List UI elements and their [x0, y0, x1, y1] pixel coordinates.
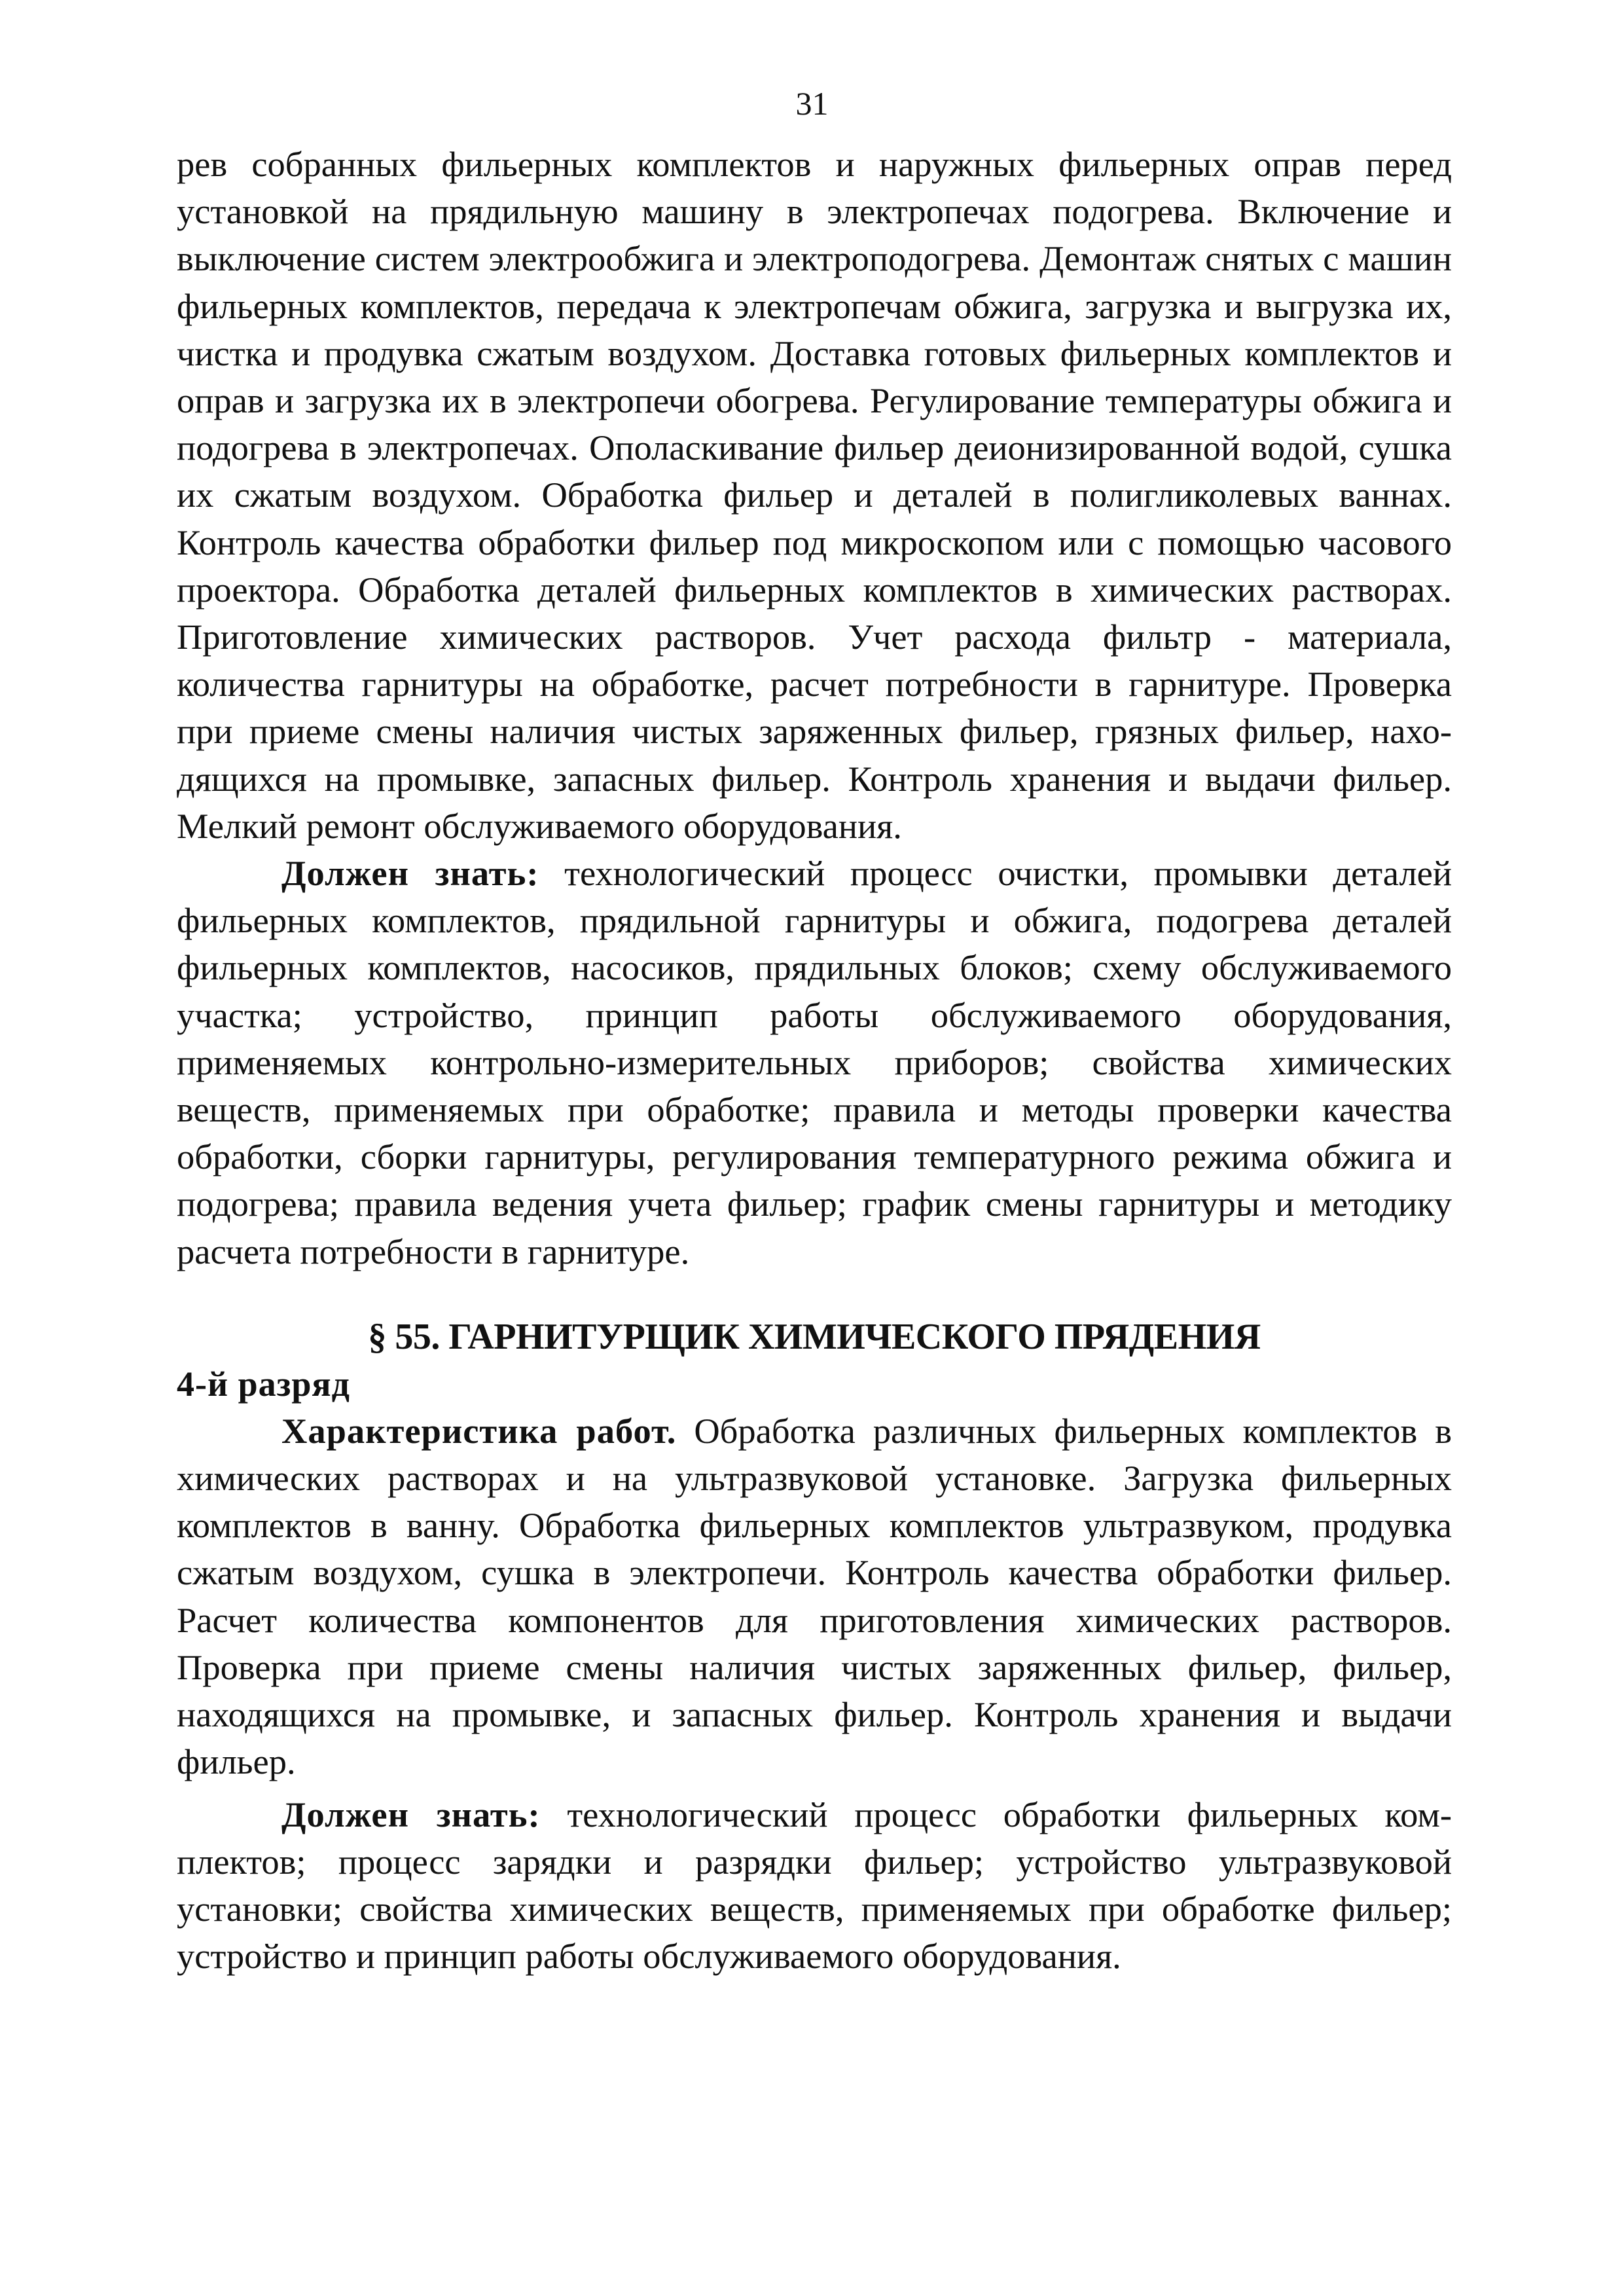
characteristics-paragraph	[177, 1408, 1452, 1786]
knowledge-text-1: технологический процесс очистки, промывки деталей фильерных комплектов, прядильной гарнитуры и обжига, подогрева деталей фильерных комплектов, насосиков, прядильных блоков; схему обслуживаемого участка; устройство, принцип работы обслуживаемого оборудования, применяемых контрольно-измерительных приборов; свойства химических веществ, применяемых при обработке; правила и методы проверки качества обработки, сборки гарнитуры, регулирования температурного режима обжига и подогрева; правила ведения учета фильер; график смены гарнитуры и методику расчета потребности в гарнитуре.	[177, 853, 1452, 1271]
document-body	[177, 141, 1452, 1980]
knowledge-text-2: технологический процесс обработки фильерных комплектов; процесс зарядки и разрядки фильер; устройство ультразвуковой установки; свойства химических веществ, применяемых при обработке фильер; устройство и принцип работы обслуживаемого оборудования.	[177, 1794, 1452, 1977]
intro-paragraph: рев собранных фильерных комплектов и наружных фильерных оправ перед установкой на прядильную машину в электропечах подогрева. Включение и выключение систем электрообжига и электроподогрева. Демонтаж снятых с машин фильерных комплектов, передача к электропечам обжига, загрузка и выгрузка их, чистка и продувка сжатым воздухом. Доставка готовых фильерных комплектов и оправ и загрузка их в электропечи обогрева. Регулирование температуры обжига и подогрева в электропечах. Ополаскивание фильер деионизированной водой, сушка их сжатым воздухом. Обработка фильер и деталей в полигликолевых ваннах. Контроль качества обработки фильер под микроскопом или с помощью часового проектора. Обработка деталей фильерных комплектов в химических растворах. Приготовление химических растворов. Учет расхода фильтр - материала, количества гарнитуры на обработке, расчет потребности в гарнитуре. Проверка при приеме смены наличия чистых заряженных фильер, грязных фильер, находящихся на промывке, запасных фильер. Контроль хранения и выдачи фильер. Мелкий ремонт обслуживаемого оборудования.	[177, 144, 1452, 846]
section-title: § 55. ГАРНИТУРЩИК ХИМИЧЕСКОГО ПРЯДЕНИЯ	[368, 1316, 1261, 1357]
knowledge-label-2: Должен знать:	[281, 1794, 541, 1834]
knowledge-label-1: Должен знать:	[281, 853, 539, 894]
characteristics-label: Характеристика работ.	[281, 1410, 677, 1451]
section-rank: 4-й разряд	[177, 1364, 350, 1404]
characteristics-text: Обработка различных фильерных комплектов в химических растворах и на ультразвуковой установке. Загрузка фильерных комплектов в ванну. Обработка фильерных комплектов ультразвуком, продувка сжатым воздухом, сушка в электропечи. Контроль качества обработки фильер. Расчет количества компонентов для приготовления химических растворов. Проверка при приеме смены наличия чистых заряженных фильер, фильер, находящихся на промывке, и запасных фильер. Контроль хранения и выдачи фильер.	[177, 1410, 1453, 1782]
page-number: 31	[795, 85, 829, 122]
knowledge-paragraph-1	[177, 850, 1452, 1275]
knowledge-paragraph-2	[177, 1791, 1452, 1980]
